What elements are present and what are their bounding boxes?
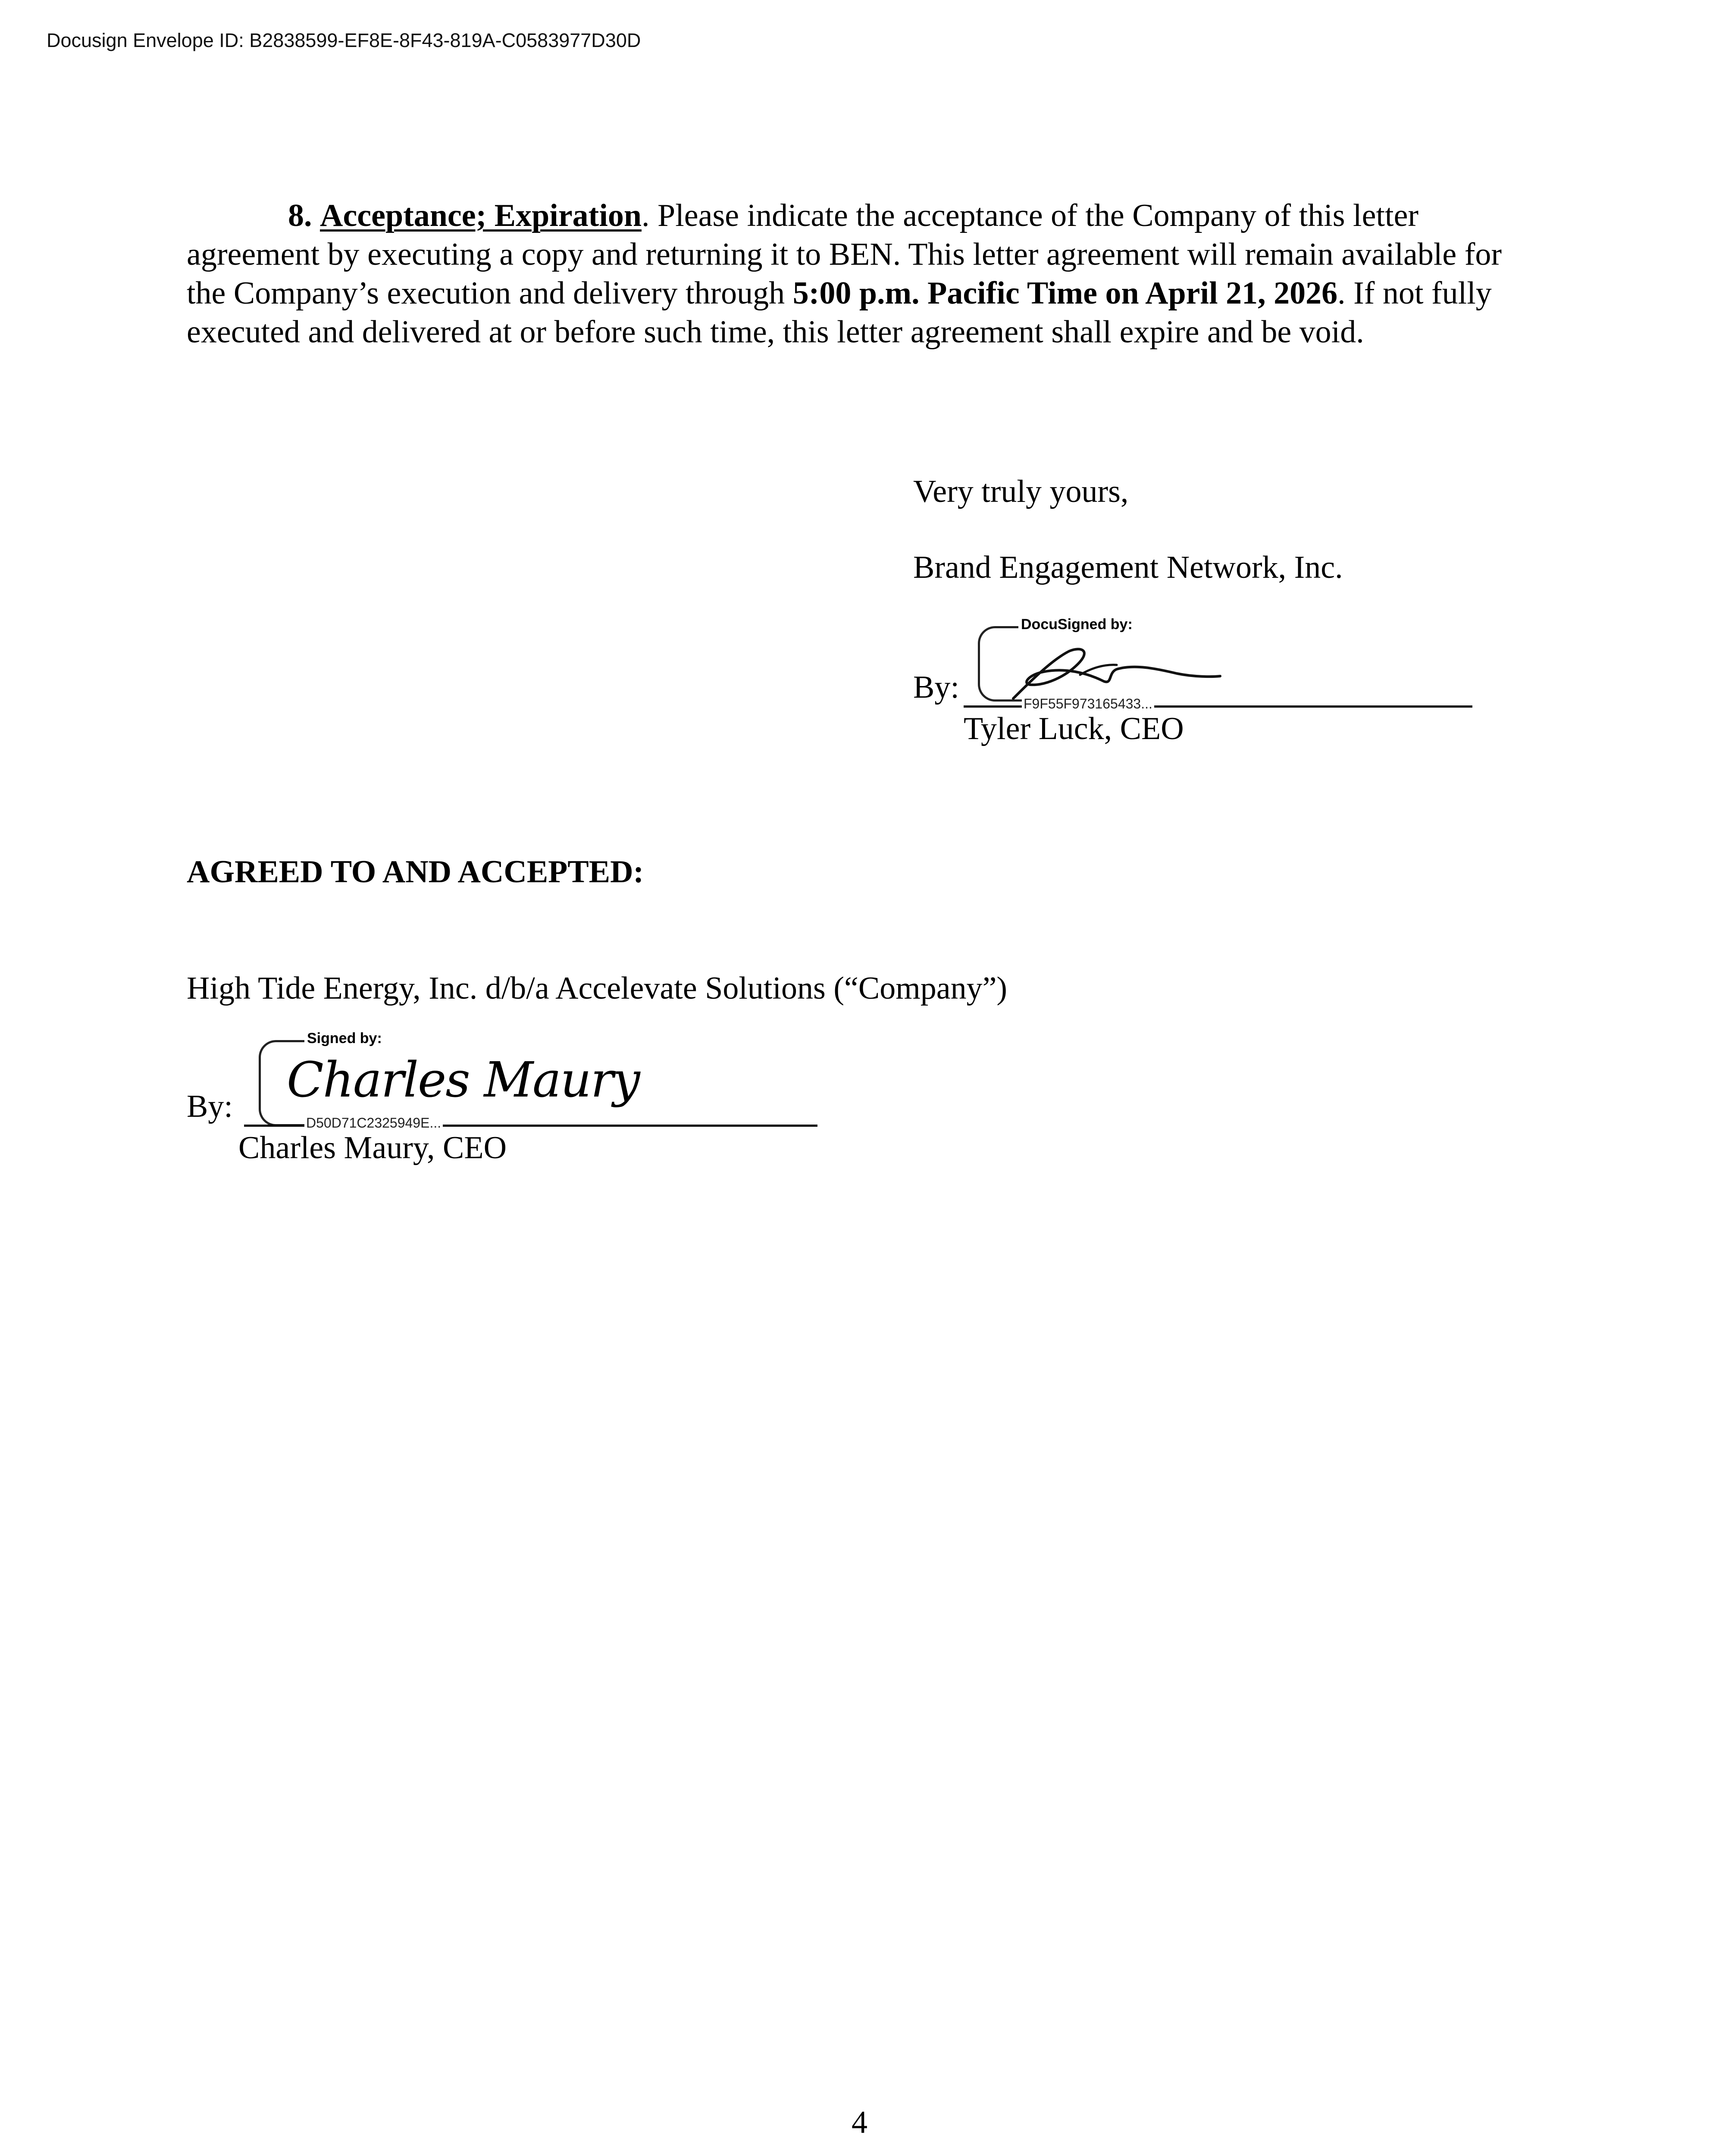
section-number: 8. bbox=[288, 198, 312, 233]
signed-by-stamp-caption: Signed by: bbox=[304, 1030, 385, 1047]
docusign-stamp-id: F9F55F973165433... bbox=[1022, 696, 1154, 711]
envelope-id: Docusign Envelope ID: B2838599-EF8E-8F43-819A-C0583977D30D bbox=[47, 29, 641, 51]
ben-by-label: By: bbox=[913, 670, 959, 705]
agreed-signer-name: Charles Maury, CEO bbox=[238, 1130, 507, 1166]
tyler-luck-signature-image bbox=[1005, 634, 1229, 703]
accelevate-company-name: High Tide Energy, Inc. d/b/a Accelevate Solutions (“Company”) bbox=[187, 971, 1008, 1006]
ben-company-name: Brand Engagement Network, Inc. bbox=[913, 550, 1343, 585]
closing-text: Very truly yours, bbox=[913, 474, 1129, 509]
ben-signer-name: Tyler Luck, CEO bbox=[964, 711, 1184, 746]
section-8-paragraph bbox=[187, 196, 1547, 351]
docusign-stamp-caption: DocuSigned by: bbox=[1018, 616, 1135, 633]
agreed-heading: AGREED TO AND ACCEPTED: bbox=[187, 854, 644, 890]
page-number: 4 bbox=[852, 2105, 867, 2140]
deadline-text: 5:00 p.m. Pacific Time on April 21, 2026 bbox=[792, 276, 1338, 311]
section-heading: Acceptance; Expiration bbox=[320, 198, 642, 233]
signed-by-stamp-id: D50D71C2325949E... bbox=[304, 1115, 443, 1131]
agreed-by-label: By: bbox=[187, 1089, 233, 1124]
charles-maury-signature-image: Charles Maury bbox=[287, 1052, 639, 1108]
section-text-1: . Please indicate the acceptance of the Company of this letter agreement by executing a copy and returning it to BEN. This letter agreement will remain available for the Company’s execution and delivery through bbox=[187, 198, 1502, 311]
section-text-2: . If not fully executed and delivered at or before such time, this letter agreement shall expire and be void. bbox=[187, 276, 1492, 350]
